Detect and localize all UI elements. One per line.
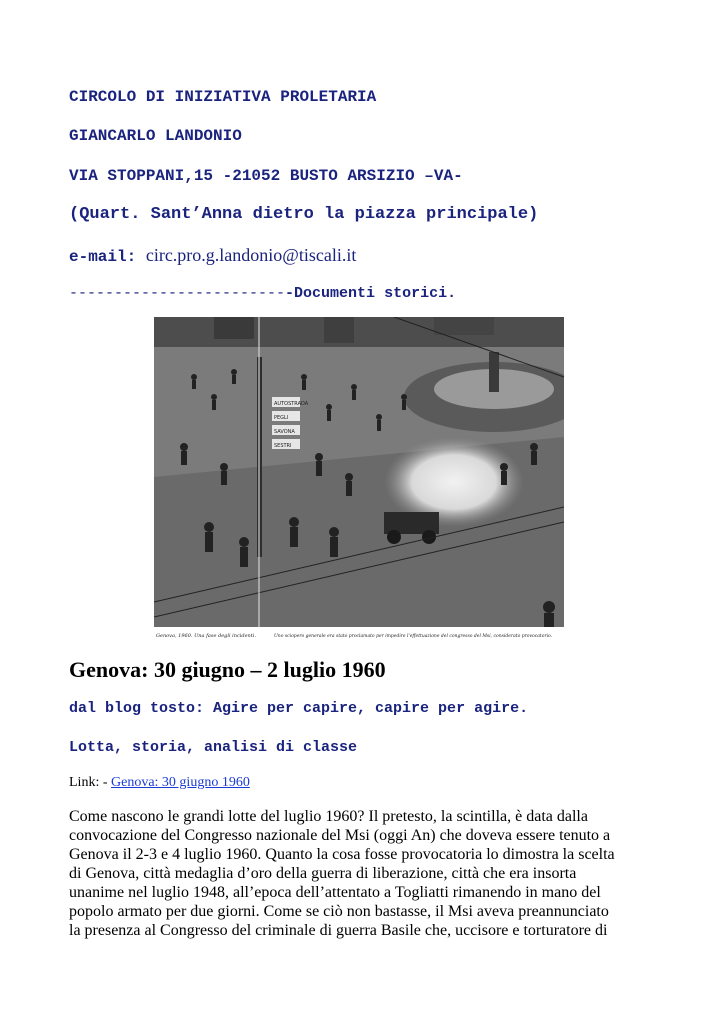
body-line: unanime nel luglio 1948, all’epoca dell’attentato a Togliatti rimanendo in mano del	[69, 884, 601, 901]
email-label: e-mail:	[69, 248, 137, 266]
article-subtitle-tagline: Lotta, storia, analisi di classe	[69, 739, 358, 756]
sign-sestri: SESTRI	[274, 443, 292, 449]
org-location-note: (Quart. Sant’Anna dietro la piazza principale)	[69, 205, 539, 224]
org-address: VIA STOPPANI,15 -21052 BUSTO ARSIZIO –VA-	[69, 167, 463, 185]
body-line: di Genova, città medaglia d’oro della guerra di liberazione, città che era insorta	[69, 865, 577, 882]
body-line: popolo armato per due giorni. Come se ciò non bastasse, il Msi aveva preannunciato	[69, 903, 609, 920]
org-name: CIRCOLO DI INIZIATIVA PROLETARIA	[69, 88, 377, 106]
body-line: la presenza al Congresso del criminale di guerra Basile che, uccisore e torturatore di	[69, 922, 608, 939]
docs-dashes: ------------------------	[69, 285, 286, 302]
article-body	[69, 807, 659, 940]
docs-line	[69, 285, 456, 302]
org-dedication: GIANCARLO LANDONIO	[69, 127, 242, 145]
body-line: Come nascono le grandi lotte del luglio 1960? Il pretesto, la scintilla, è data dalla	[69, 808, 588, 825]
sign-pegli: PEGLI	[274, 415, 289, 421]
email-address: circ.pro.g.landonio@tiscali.it	[145, 245, 357, 265]
historical-photo	[154, 317, 564, 642]
link-prefix: Link: -	[69, 775, 111, 790]
article-title: Genova: 30 giugno – 2 luglio 1960	[69, 657, 386, 682]
photo-caption-right: Uno sciopero generale era stato proclamato per impedire l'effettuazione del congresso del Msi, considerato provocatorio.	[274, 634, 553, 639]
article-subtitle-blog: dal blog tosto: Agire per capire, capire per agire.	[69, 700, 529, 717]
photo-caption-left: Genova, 1960. Una fase degli incidenti.	[156, 633, 256, 639]
body-line: convocazione del Congresso nazionale del Msi (oggi An) che doveva essere tenuto a	[69, 827, 611, 844]
body-line: Genova il 2-3 e 4 luglio 1960. Quanto la cosa fosse provocatoria lo dimostra la scelta	[69, 846, 615, 863]
email-line	[69, 245, 356, 266]
sign-savona: SAVONA	[274, 429, 295, 435]
sign-autostrada: AUTOSTRADA	[274, 401, 309, 407]
article-link[interactable]: Genova: 30 giugno 1960	[111, 775, 250, 790]
docs-label: -Documenti storici.	[285, 285, 457, 302]
link-line	[69, 775, 250, 791]
